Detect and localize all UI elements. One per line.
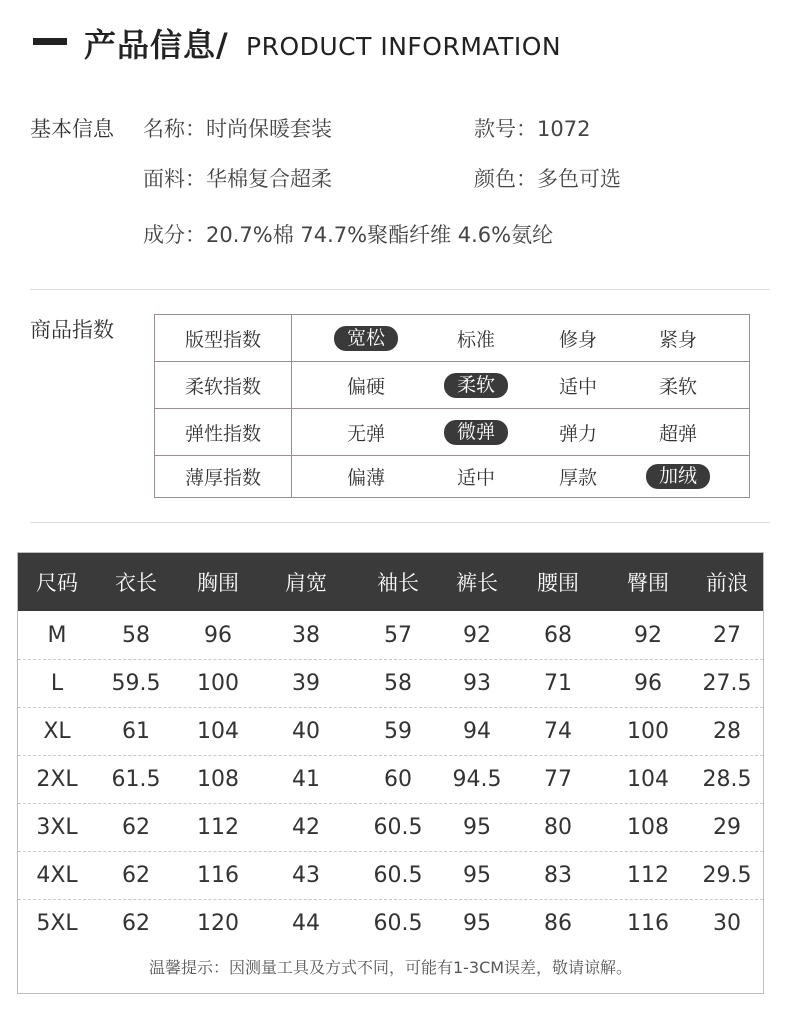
measurement-cell: 61: [122, 718, 150, 744]
index-option: 适中: [456, 467, 495, 489]
size-table: [17, 552, 764, 994]
measurement-cell: 108: [197, 766, 239, 792]
index-row-elasticity: [155, 409, 749, 456]
measurement-cell: 95: [463, 910, 491, 936]
measurement-cell: 120: [197, 910, 239, 936]
index-option: 厚款: [558, 467, 597, 489]
measurement-cell: 40: [292, 718, 320, 744]
index-option-selected: 加绒: [633, 456, 723, 497]
measurement-cell: 43: [292, 862, 320, 888]
measurement-cell: 27: [713, 622, 741, 648]
size-table-row: [18, 755, 763, 804]
measurement-cell: 57: [384, 622, 412, 648]
measurement-cell: 100: [627, 718, 669, 744]
size-table-row: [18, 659, 763, 708]
header-cell: 前浪: [706, 571, 748, 595]
measurement-cell: 42: [292, 814, 320, 840]
measurement-cell: 68: [544, 622, 572, 648]
measurement-cell: 80: [544, 814, 572, 840]
index-row-title: 柔软指数: [155, 362, 292, 408]
measurement-cell: 94: [463, 718, 491, 744]
measurement-cell: 60.5: [373, 862, 423, 888]
measurement-cell: 62: [122, 910, 150, 936]
index-row-title: 弹性指数: [155, 409, 292, 455]
size-label-cell: 3XL: [36, 814, 78, 840]
style-number: 款号：1072: [474, 117, 591, 141]
measurement-cell: 59: [384, 718, 412, 744]
header-cell: 肩宽: [285, 571, 327, 595]
size-label-cell: L: [50, 670, 64, 696]
size-label-cell: 2XL: [36, 766, 78, 792]
measurement-cell: 41: [292, 766, 320, 792]
measurement-cell: 61.5: [111, 766, 161, 792]
index-option: 弹力: [558, 422, 597, 445]
index-row-fit: [155, 315, 749, 362]
index-option: 柔软: [658, 375, 697, 398]
header-cell: 裤长: [456, 571, 498, 595]
composition: 成分：20.7%棉 74.7%聚酯纤维 4.6%氨纶: [143, 223, 554, 247]
index-option: 适中: [558, 375, 597, 398]
measurement-cell: 94.5: [452, 766, 502, 792]
size-label-cell: M: [47, 622, 67, 648]
size-table-header: [18, 553, 763, 611]
measurement-note: 温馨提示：因测量工具及方式不同，可能有1-3CM误差，敬请谅解。: [148, 957, 633, 977]
measurement-cell: 83: [544, 862, 572, 888]
size-table-row: [18, 899, 763, 947]
measurement-cell: 77: [544, 766, 572, 792]
index-row-softness: [155, 362, 749, 409]
basic-info-label: 基本信息: [30, 117, 114, 141]
header-cell: 胸围: [197, 571, 239, 595]
measurement-cell: 62: [122, 814, 150, 840]
measurement-cell: 30: [713, 910, 741, 936]
measurement-cell: 116: [627, 910, 669, 936]
measurement-cell: 58: [122, 622, 150, 648]
measurement-cell: 93: [463, 670, 491, 696]
size-table-row: [18, 851, 763, 900]
measurement-cell: 104: [197, 718, 239, 744]
index-row-title: 版型指数: [155, 315, 292, 361]
index-option-selected: 微弹: [431, 409, 521, 455]
measurement-cell: 28.5: [702, 766, 752, 792]
index-row-title: 薄厚指数: [155, 456, 292, 497]
measurement-cell: 29.5: [702, 862, 752, 888]
index-row-thickness: [155, 456, 749, 497]
measurement-cell: 62: [122, 862, 150, 888]
measurement-cell: 60.5: [373, 814, 423, 840]
measurement-cell: 96: [634, 670, 662, 696]
measurement-cell: 100: [197, 670, 239, 696]
size-table-row: [18, 707, 763, 756]
size-label-cell: 4XL: [36, 862, 78, 888]
fabric: 面料：华棉复合超柔: [143, 167, 332, 191]
size-table-row: [18, 803, 763, 852]
measurement-cell: 58: [384, 670, 412, 696]
product-index-table: [154, 314, 750, 498]
product-name: 名称：时尚保暖套装: [143, 117, 332, 141]
measurement-cell: 95: [463, 814, 491, 840]
index-option: 标准: [456, 328, 495, 351]
divider-1: [30, 289, 770, 290]
size-table-row: [18, 611, 763, 660]
measurement-cell: 29: [713, 814, 741, 840]
header-cell: 腰围: [537, 571, 579, 595]
section-title-cn: 产品信息/: [84, 26, 229, 64]
measurement-cell: 39: [292, 670, 320, 696]
product-index-label: 商品指数: [30, 318, 114, 342]
index-option: 无弹: [346, 422, 385, 445]
divider-2: [30, 522, 770, 523]
index-option: 偏薄: [346, 467, 385, 489]
measurement-cell: 44: [292, 910, 320, 936]
measurement-cell: 95: [463, 862, 491, 888]
measurement-cell: 112: [627, 862, 669, 888]
measurement-cell: 28: [713, 718, 741, 744]
measurement-cell: 96: [204, 622, 232, 648]
header-cell: 臀围: [627, 571, 669, 595]
measurement-cell: 112: [197, 814, 239, 840]
section-title-en: PRODUCT INFORMATION: [246, 32, 562, 61]
measurement-cell: 60: [384, 766, 412, 792]
index-option-selected: 宽松: [321, 315, 411, 361]
measurement-cell: 74: [544, 718, 572, 744]
title-bar-mark: [33, 38, 67, 45]
measurement-cell: 27.5: [702, 670, 752, 696]
header-cell: 衣长: [115, 571, 157, 595]
index-option: 偏硬: [346, 375, 385, 398]
measurement-cell: 92: [463, 622, 491, 648]
measurement-cell: 59.5: [111, 670, 161, 696]
size-label-cell: XL: [43, 718, 71, 744]
index-option: 超弹: [658, 422, 697, 445]
header-cell: 袖长: [377, 571, 419, 595]
index-option: 紧身: [658, 328, 697, 351]
measurement-cell: 86: [544, 910, 572, 936]
measurement-cell: 92: [634, 622, 662, 648]
index-option-selected: 柔软: [431, 362, 521, 408]
header-cell: 尺码: [36, 571, 78, 595]
measurement-cell: 71: [544, 670, 572, 696]
measurement-cell: 104: [627, 766, 669, 792]
measurement-cell: 38: [292, 622, 320, 648]
color-info: 颜色：多色可选: [474, 167, 621, 191]
index-option: 修身: [558, 328, 597, 351]
measurement-cell: 108: [627, 814, 669, 840]
measurement-cell: 116: [197, 862, 239, 888]
measurement-cell: 60.5: [373, 910, 423, 936]
size-label-cell: 5XL: [36, 910, 78, 936]
